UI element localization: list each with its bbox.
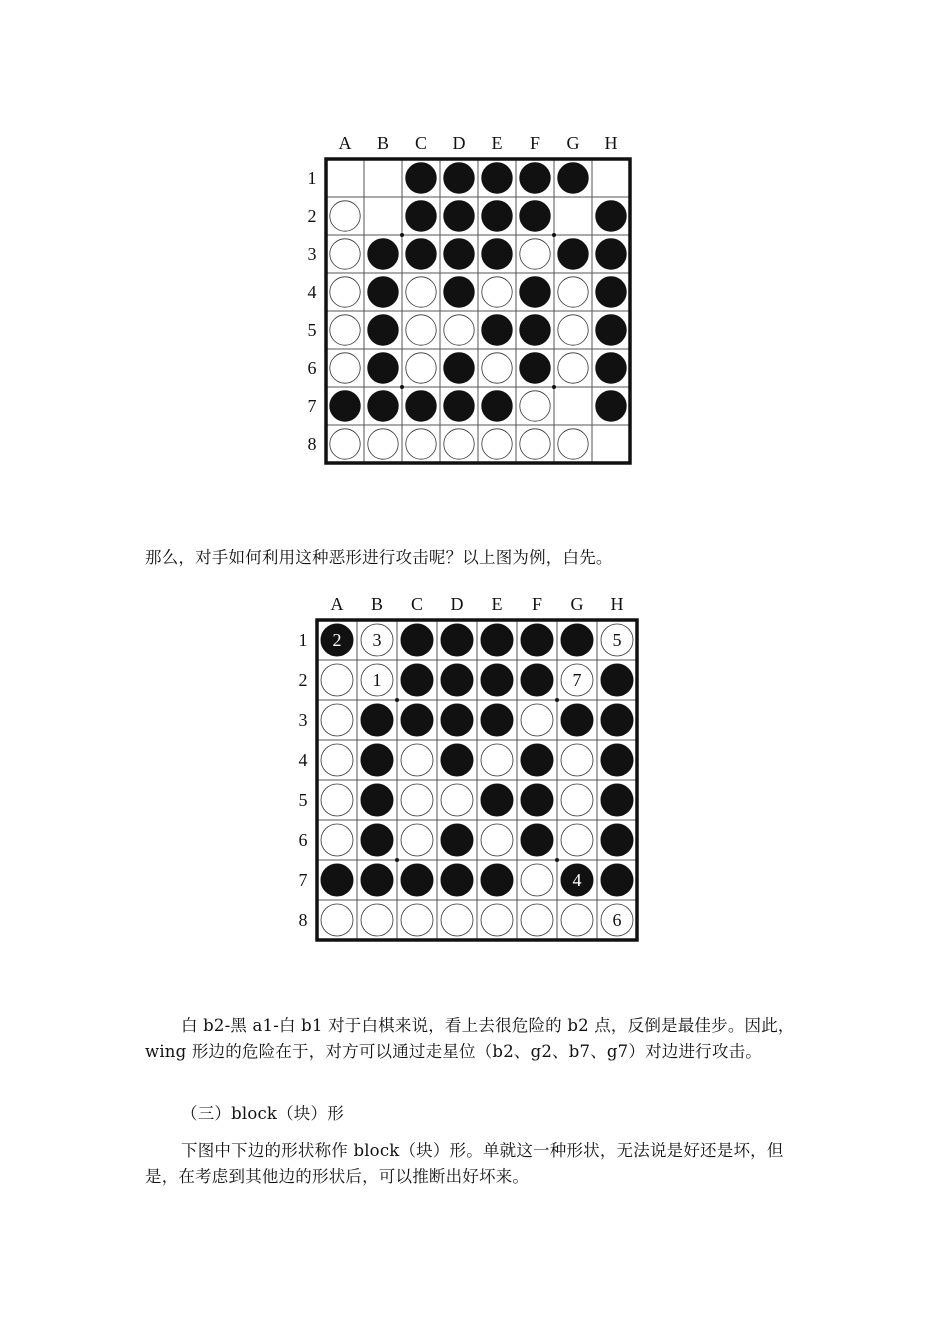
white-stone (481, 904, 513, 936)
row-label: 3 (298, 710, 308, 730)
black-stone (481, 864, 513, 896)
black-stone (601, 824, 633, 856)
row-label: 7 (307, 396, 317, 416)
black-stone (561, 704, 593, 736)
black-stone (441, 744, 473, 776)
black-stone (406, 163, 436, 193)
white-stone (561, 784, 593, 816)
white-stone (561, 824, 593, 856)
black-stone (596, 315, 626, 345)
black-stone (444, 239, 474, 269)
column-label: H (610, 594, 624, 614)
star-point (395, 858, 399, 862)
white-stone (401, 744, 433, 776)
black-stone (401, 664, 433, 696)
black-stone (401, 624, 433, 656)
black-stone (601, 704, 633, 736)
white-stone (482, 277, 512, 307)
black-stone (561, 624, 593, 656)
black-stone (361, 744, 393, 776)
white-stone (321, 784, 353, 816)
white-stone (444, 315, 474, 345)
black-stone (482, 315, 512, 345)
move-number: 7 (572, 670, 582, 690)
column-label: F (531, 594, 543, 614)
section-heading-block: （三）block（块）形 (181, 1104, 344, 1123)
white-stone (330, 201, 360, 231)
black-stone (482, 391, 512, 421)
white-stone (401, 904, 433, 936)
row-label: 4 (298, 750, 308, 770)
black-stone (444, 163, 474, 193)
black-stone (444, 353, 474, 383)
star-point (400, 233, 404, 237)
white-stone (444, 429, 474, 459)
board-1-svg (300, 132, 640, 472)
move-number: 2 (332, 630, 342, 650)
row-label: 6 (298, 830, 308, 850)
black-stone (368, 239, 398, 269)
column-label: D (450, 594, 464, 614)
move-number: 1 (372, 670, 382, 690)
white-stone (321, 824, 353, 856)
move-number: 4 (572, 870, 582, 890)
row-label: 6 (307, 358, 317, 378)
black-stone (444, 201, 474, 231)
white-stone (406, 353, 436, 383)
black-stone (441, 624, 473, 656)
black-stone (330, 391, 360, 421)
white-stone (330, 277, 360, 307)
white-stone (521, 704, 553, 736)
column-label: D (452, 133, 466, 153)
row-label: 8 (307, 434, 317, 454)
black-stone (441, 824, 473, 856)
black-stone (482, 201, 512, 231)
black-stone (406, 239, 436, 269)
black-stone (601, 744, 633, 776)
column-label: B (370, 594, 384, 614)
column-label: C (410, 594, 424, 614)
star-point (552, 233, 556, 237)
black-stone (401, 704, 433, 736)
black-stone (601, 864, 633, 896)
white-stone (520, 391, 550, 421)
black-stone (441, 704, 473, 736)
column-label: F (529, 133, 541, 153)
black-stone (521, 664, 553, 696)
black-stone (441, 864, 473, 896)
column-label: E (491, 594, 503, 614)
row-label: 4 (307, 282, 317, 302)
white-stone (406, 315, 436, 345)
caption-1: 那么，对手如何利用这种恶形进行攻击呢？以上图为例，白先。 (145, 548, 613, 567)
black-stone (520, 353, 550, 383)
black-stone (558, 239, 588, 269)
black-stone (444, 391, 474, 421)
column-label: A (330, 594, 344, 614)
black-stone (321, 864, 353, 896)
black-stone (361, 864, 393, 896)
white-stone (441, 784, 473, 816)
white-stone (368, 429, 398, 459)
column-label: B (376, 133, 390, 153)
black-stone (482, 163, 512, 193)
black-stone (520, 163, 550, 193)
white-stone (520, 239, 550, 269)
paragraph-block-shape: 下图中下边的形状称作 block（块）形。单就这一种形状，无法说是好还是坏，但是，在考虑到其他边的形状后，可以推断出好坏来。 (145, 1141, 784, 1186)
black-stone (521, 824, 553, 856)
column-label: G (570, 594, 584, 614)
black-stone (596, 353, 626, 383)
black-stone (481, 784, 513, 816)
black-stone (368, 315, 398, 345)
row-label: 3 (307, 244, 317, 264)
black-stone (368, 353, 398, 383)
black-stone (406, 201, 436, 231)
row-label: 1 (307, 168, 317, 188)
white-stone (561, 744, 593, 776)
white-stone (561, 904, 593, 936)
black-stone (482, 239, 512, 269)
star-point (555, 698, 559, 702)
black-stone (520, 315, 550, 345)
row-label: 5 (307, 320, 317, 340)
white-stone (401, 824, 433, 856)
black-stone (520, 201, 550, 231)
column-label: H (604, 133, 618, 153)
row-label: 2 (307, 206, 317, 226)
black-stone (521, 784, 553, 816)
white-stone (481, 744, 513, 776)
black-stone (441, 664, 473, 696)
black-stone (596, 239, 626, 269)
row-label: 7 (298, 870, 308, 890)
white-stone (521, 864, 553, 896)
othello-board-diagram-1 (300, 132, 640, 472)
paragraph-wing-danger: 白 b2-黑 a1-白 b1 对于白棋来说，看上去很危险的 b2 点，反倒是最佳步。因此，wing 形边的危险在于，对方可以通过走星位（b2、g2、b7、g7）对边进行攻击。 (145, 1016, 795, 1061)
white-stone (558, 429, 588, 459)
white-stone (401, 784, 433, 816)
column-label: G (566, 133, 580, 153)
column-label: E (491, 133, 503, 153)
black-stone (368, 391, 398, 421)
white-stone (482, 353, 512, 383)
white-stone (330, 429, 360, 459)
black-stone (521, 744, 553, 776)
board-2-svg (290, 590, 650, 950)
black-stone (601, 784, 633, 816)
black-stone (444, 277, 474, 307)
black-stone (520, 277, 550, 307)
white-stone (321, 744, 353, 776)
black-stone (481, 704, 513, 736)
white-stone (521, 904, 553, 936)
black-stone (596, 391, 626, 421)
black-stone (368, 277, 398, 307)
move-number: 5 (612, 630, 622, 650)
star-point (395, 698, 399, 702)
white-stone (481, 824, 513, 856)
white-stone (406, 277, 436, 307)
white-stone (482, 429, 512, 459)
black-stone (481, 664, 513, 696)
black-stone (406, 391, 436, 421)
white-stone (330, 353, 360, 383)
white-stone (321, 904, 353, 936)
black-stone (481, 624, 513, 656)
white-stone (406, 429, 436, 459)
move-number: 6 (612, 910, 622, 930)
white-stone (558, 277, 588, 307)
row-label: 1 (298, 630, 308, 650)
row-label: 2 (298, 670, 308, 690)
star-point (555, 858, 559, 862)
black-stone (361, 784, 393, 816)
black-stone (596, 277, 626, 307)
white-stone (321, 664, 353, 696)
black-stone (601, 664, 633, 696)
white-stone (441, 904, 473, 936)
white-stone (330, 315, 360, 345)
othello-board-diagram-2 (290, 590, 650, 950)
star-point (552, 385, 556, 389)
white-stone (361, 904, 393, 936)
black-stone (361, 824, 393, 856)
white-stone (558, 315, 588, 345)
black-stone (596, 201, 626, 231)
black-stone (558, 163, 588, 193)
white-stone (558, 353, 588, 383)
black-stone (401, 864, 433, 896)
column-label: C (414, 133, 428, 153)
column-label: A (338, 133, 352, 153)
black-stone (361, 704, 393, 736)
black-stone (521, 624, 553, 656)
star-point (400, 385, 404, 389)
row-label: 8 (298, 910, 308, 930)
white-stone (520, 429, 550, 459)
white-stone (330, 239, 360, 269)
move-number: 3 (372, 630, 382, 650)
white-stone (321, 704, 353, 736)
row-label: 5 (298, 790, 308, 810)
